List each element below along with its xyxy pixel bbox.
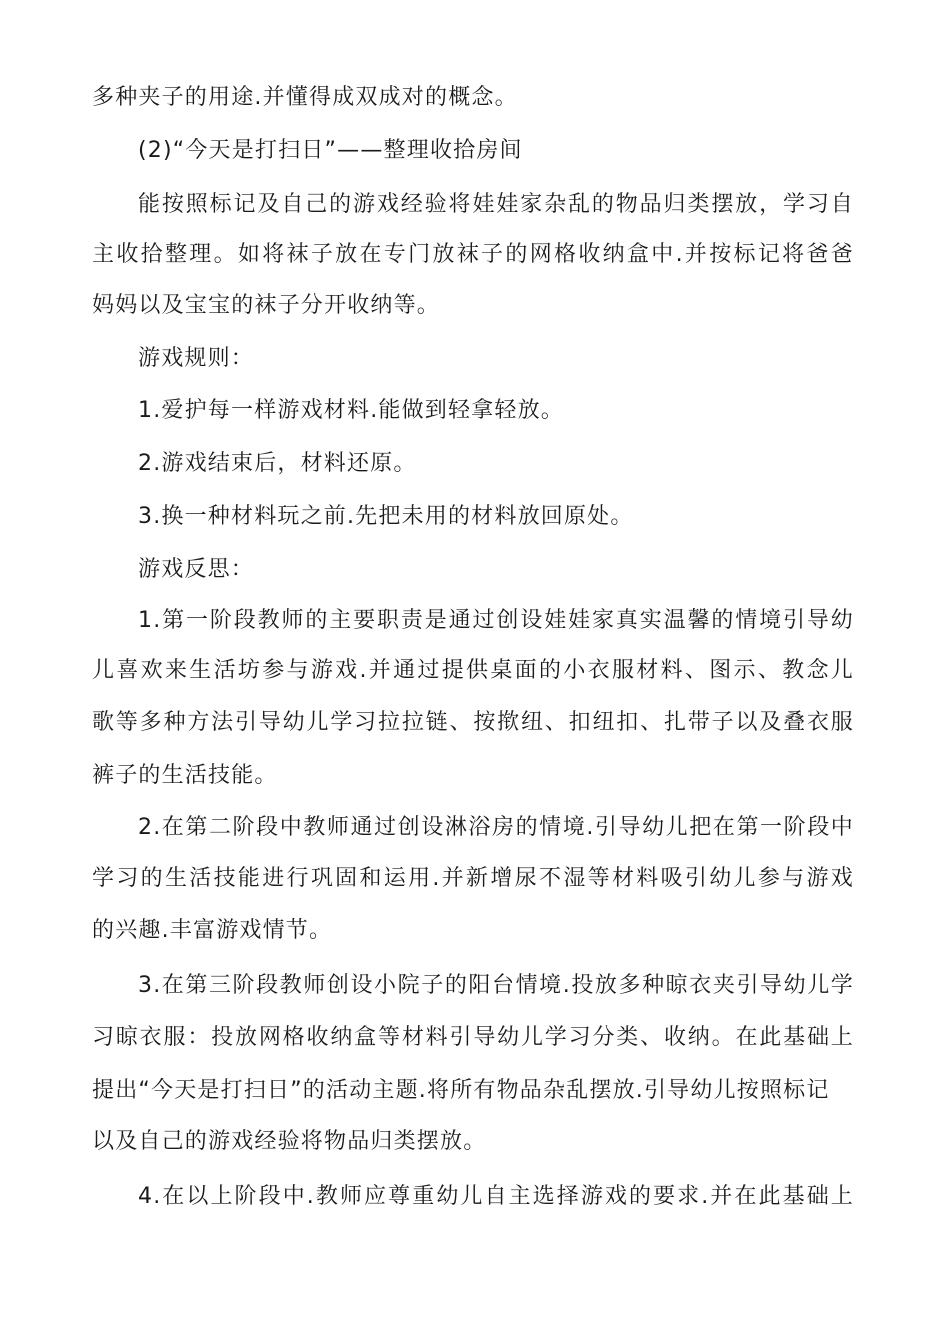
text-line: 2.在第二阶段中教师通过创设淋浴房的情境.引导幼儿把在第一阶段中 <box>138 815 854 840</box>
section-heading: 游戏规则： <box>138 346 255 371</box>
section-heading: 游戏反思： <box>138 557 255 582</box>
text-line: 主收拾整理。如将袜子放在专门放袜子的网格收纳盒中.并按标记将爸爸 <box>92 242 854 267</box>
list-item: 1.爱护每一样游戏材料.能做到轻拿轻放。 <box>138 398 564 423</box>
text-line: 能按照标记及自己的游戏经验将娃娃家杂乱的物品归类摆放，学习自 <box>138 192 854 217</box>
text-line: 1.第一阶段教师的主要职责是通过创设娃娃家真实温馨的情境引导幼 <box>138 608 854 633</box>
text-line: 歌等多种方法引导幼儿学习拉拉链、按揿纽、扣纽扣、扎带子以及叠衣服 <box>92 710 854 735</box>
text-line: 3.在第三阶段教师创设小院子的阳台情境.投放多种晾衣夹引导幼儿学 <box>138 973 854 998</box>
text-line: 4.在以上阶段中.教师应尊重幼儿自主选择游戏的要求.并在此基础上 <box>138 1184 854 1209</box>
text-line: 以及自己的游戏经验将物品归类摆放。 <box>92 1129 487 1154</box>
section-heading: (2)“今天是打扫日”——整理收拾房间 <box>138 138 523 163</box>
list-item: 3.换一种材料玩之前.先把未用的材料放回原处。 <box>138 504 634 529</box>
text-line: 儿喜欢来生活坊参与游戏.并通过提供桌面的小衣服材料、图示、教念儿 <box>92 658 854 683</box>
text-line: 妈妈以及宝宝的袜子分开收纳等。 <box>92 293 441 318</box>
text-line: 习晾衣服：投放网格收纳盒等材料引导幼儿学习分类、收纳。在此基础上 <box>92 1025 854 1050</box>
list-item: 2.游戏结束后，材料还原。 <box>138 451 417 476</box>
text-line: 裤子的生活技能。 <box>92 763 278 788</box>
text-line: 学习的生活技能进行巩固和运用.并新增尿不湿等材料吸引幼儿参与游戏 <box>92 866 854 891</box>
text-line: 多种夹子的用途.并懂得成双成对的概念。 <box>92 85 518 110</box>
text-line: 提出“今天是打扫日”的活动主题.将所有物品杂乱摆放.引导幼儿按照标记 <box>92 1078 830 1103</box>
text-line: 的兴趣.丰富游戏情节。 <box>92 918 333 943</box>
